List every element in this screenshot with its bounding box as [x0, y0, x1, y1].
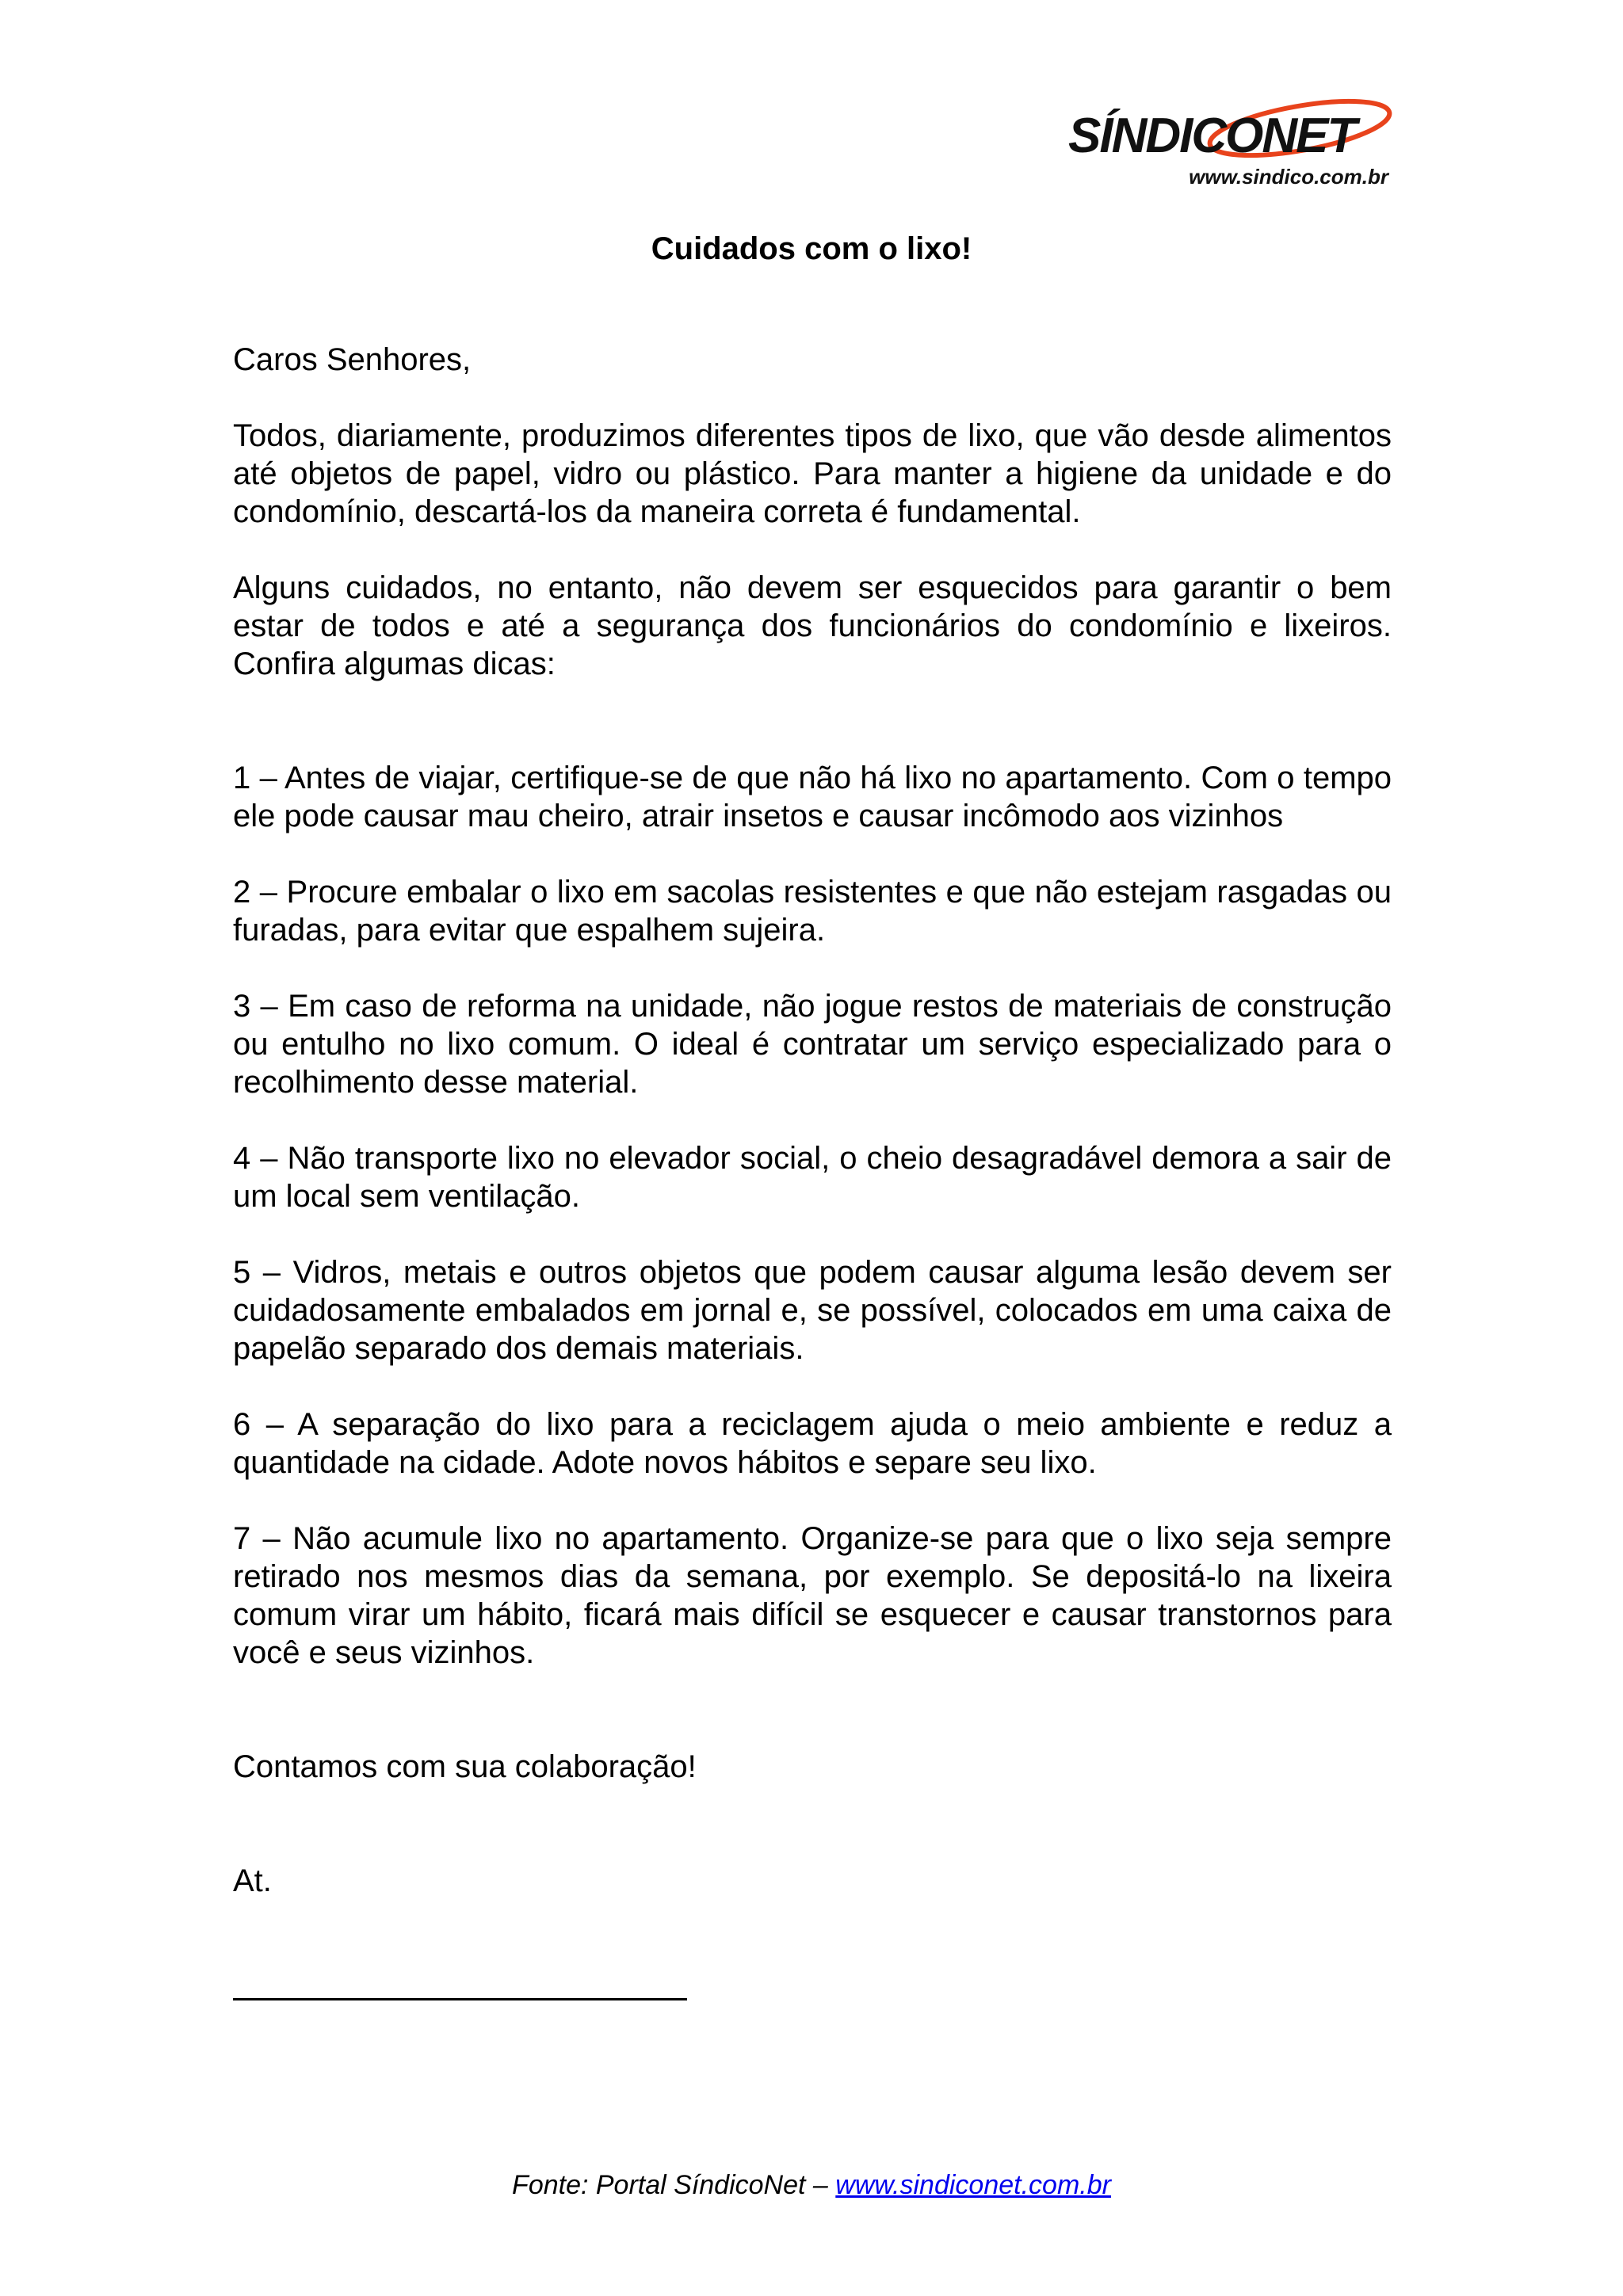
tip-item: 3 – Em caso de reforma na unidade, não jogue restos de materiais de construção ou entulho no lixo comum. O ideal é contratar um serviço especializado para o recolhimento desse material. [233, 989, 1392, 1100]
footer-source [0, 2169, 1623, 2201]
intro-paragraph: Alguns cuidados, no entanto, não devem ser esquecidos para garantir o bem estar de todos e até a segurança dos funcionários do condomínio e lixeiros. Confira algumas dicas: [233, 570, 1392, 681]
tip-item: 1 – Antes de viajar, certifique-se de que não há lixo no apartamento. Com o tempo ele pode causar mau cheiro, atrair insetos e causar incômodo aos vizinhos [233, 761, 1392, 833]
tip-item: 5 – Vidros, metais e outros objetos que podem causar alguma lesão devem ser cuidadosamente embalados em jornal e, se possível, colocados em uma caixa de papelão separado dos demais materiais. [233, 1255, 1392, 1366]
tip-item: 7 – Não acumule lixo no apartamento. Organize-se para que o lixo seja sempre retirado nos mesmos dias da semana, por exemplo. Se depositá-lo na lixeira comum virar um hábito, ficará mais difícil se esquecer e causar transtornos para você e seus vizinhos. [233, 1521, 1392, 1670]
intro-paragraph: Todos, diariamente, produzimos diferentes tipos de lixo, que vão desde alimentos até objetos de papel, vidro ou plástico. Para manter a higiene da unidade e do condomínio, descartá-los da maneira correta é fundamental. [233, 418, 1392, 529]
logo-url-text: www.sindico.com.br [1189, 165, 1388, 189]
salutation: Caros Senhores, [233, 342, 472, 377]
page-title: Cuidados com o lixo! [651, 231, 972, 266]
signature-line [233, 1998, 687, 2000]
closing-text: Contamos com sua colaboração! [233, 1749, 697, 1784]
tip-item: 2 – Procure embalar o lixo em sacolas resistentes e que não estejam rasgadas ou furadas, para evitar que espalhem sujeira. [233, 875, 1392, 948]
footer-prefix: Fonte: Portal SíndicoNet – [512, 2170, 836, 2200]
letter-body [233, 341, 1392, 1900]
sindiconet-logo-graphic [1062, 95, 1395, 190]
footer-link[interactable]: www.sindiconet.com.br [835, 2170, 1111, 2200]
logo-brand-text: SÍNDICONET [1068, 109, 1356, 163]
tip-item: 4 – Não transporte lixo no elevador social, o cheio desagradável demora a sair de um local sem ventilação. [233, 1141, 1392, 1214]
signoff-text: At. [233, 1863, 272, 1898]
sindiconet-logo [1062, 95, 1395, 190]
tip-item: 6 – A separação do lixo para a reciclagem ajuda o meio ambiente e reduz a quantidade na cidade. Adote novos hábitos e separe seu lixo. [233, 1407, 1392, 1480]
